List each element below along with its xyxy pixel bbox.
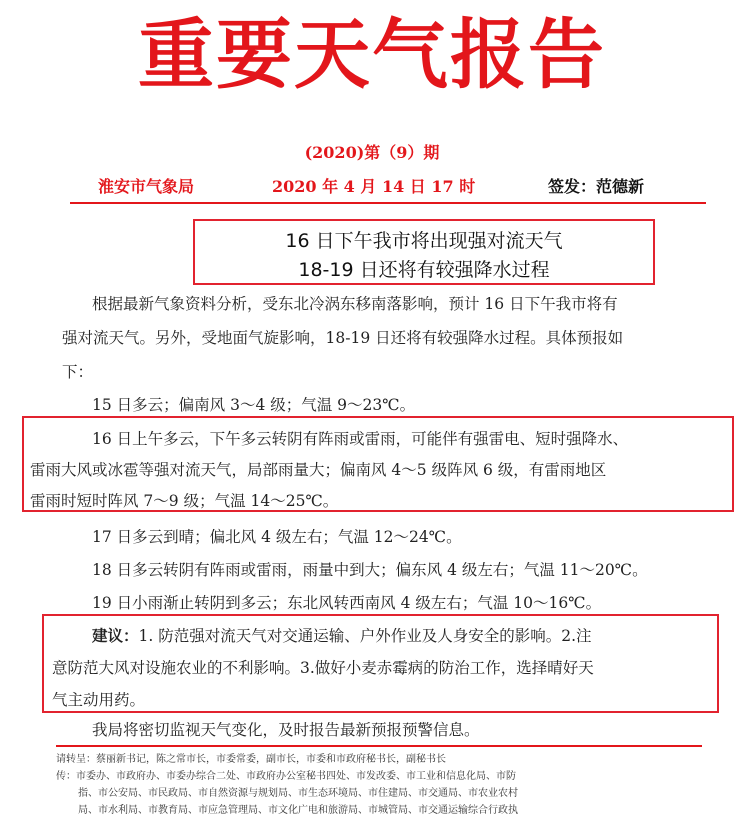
- intro-line-1: 根据最新气象资料分析，受东北冷涡东移南落影响，预计 16 日下午我市将有: [92, 295, 618, 313]
- report-title: 重要天气报告: [138, 10, 606, 99]
- issue-number: (2020)第（9）期: [304, 143, 440, 162]
- forecast-day-18: 18 日多云转阴有阵雨或雷雨，雨量中到大；偏东风 4 级左右；气温 11～20℃。: [92, 561, 648, 579]
- headline-line-1: 16 日下午我市将出现强对流天气: [285, 230, 563, 252]
- distribution-line-2: 传：市委办、市政府办、市委办综合二处、市政府办公室秘书四处、市发改委、市工业和信息化局、市防: [56, 771, 516, 782]
- advice-label: 建议：: [92, 626, 139, 645]
- footer-divider: [56, 745, 702, 747]
- advice-text-1: 1. 防范强对流天气对交通运输、户外作业及人身安全的影响。2.注: [138, 627, 592, 645]
- agency-name: 淮安市气象局: [98, 177, 195, 196]
- advice-line-3: 气主动用药。: [52, 691, 146, 709]
- forecast-day-17: 17 日多云到晴；偏北风 4 级左右；气温 12～24℃。: [92, 528, 462, 546]
- forecast-day-16-line-3: 雷雨时短时阵风 7～9 级；气温 14～25℃。: [30, 492, 339, 510]
- header-divider: [70, 202, 706, 204]
- distribution-line-1: 请转呈：蔡丽新书记，陈之常市长，市委常委，副市长，市委和市政府秘书长，副秘书长: [56, 754, 446, 765]
- headline-line-2: 18-19 日还将有较强降水过程: [298, 259, 550, 281]
- distribution-line-4: 局、市水利局、市教育局、市应急管理局、市文化广电和旅游局、市城管局、市交通运输综合行政执: [78, 805, 518, 816]
- forecast-day-15: 15 日多云；偏南风 3～4 级；气温 9～23℃。: [92, 396, 416, 414]
- advice-line-2: 意防范大风对设施农业的不利影响。3.做好小麦赤霉病的防治工作，选择晴好天: [52, 659, 594, 677]
- distribution-line-3: 指、市公安局、市民政局、市自然资源与规划局、市生态环境局、市住建局、市交通局、市农业农村: [78, 788, 518, 799]
- forecast-day-19: 19 日小雨渐止转阴到多云；东北风转西南风 4 级左右；气温 10～16℃。: [92, 594, 602, 612]
- signoff: 签发：范德新: [548, 177, 645, 196]
- intro-line-2: 强对流天气。另外，受地面气旋影响，18-19 日还将有较强降水过程。具体预报如: [62, 329, 624, 347]
- issue-time: 2020 年 4 月 14 日 17 时: [272, 177, 476, 196]
- intro-line-3: 下：: [62, 363, 94, 381]
- closing-statement: 我局将密切监视天气变化，及时报告最新预报预警信息。: [92, 721, 480, 739]
- advice-line-1: [92, 624, 592, 646]
- forecast-day-16-line-1: 16 日上午多云，下午多云转阴有阵雨或雷雨，可能伴有强雷电、短时强降水、: [92, 430, 629, 448]
- forecast-day-16-line-2: 雷雨大风或冰雹等强对流天气，局部雨量大；偏南风 4～5 级阵风 6 级，有雷雨地区: [30, 461, 607, 479]
